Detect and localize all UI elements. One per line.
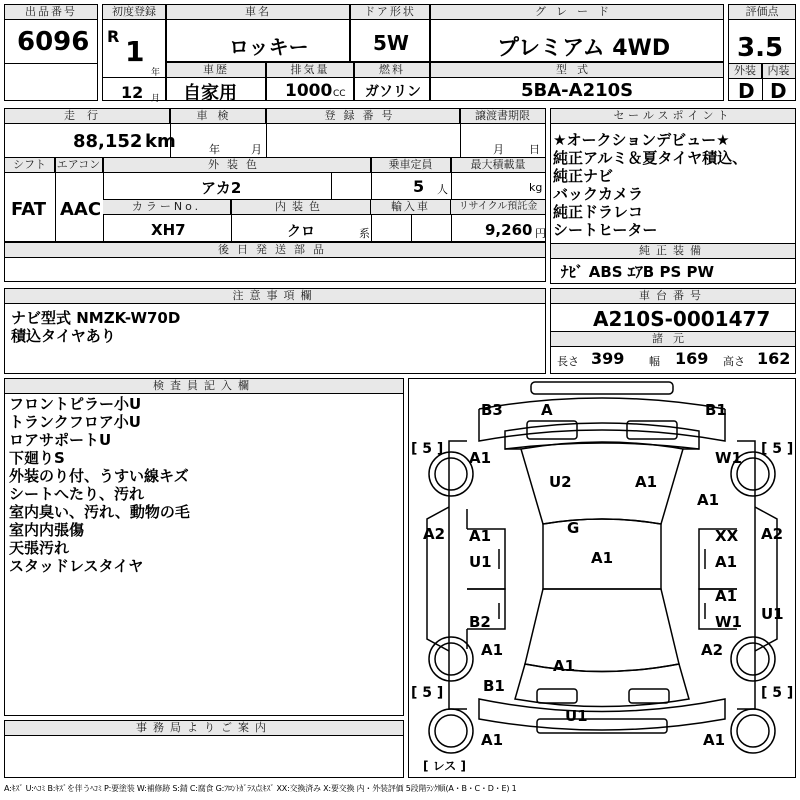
mark-a1-left-door: A1 bbox=[469, 527, 492, 545]
sales-line: 純正ドラレコ bbox=[553, 203, 644, 221]
model-box bbox=[430, 62, 724, 101]
mark-u1-left-door: U1 bbox=[469, 553, 492, 571]
door-type: 5W bbox=[373, 31, 409, 55]
chassis-number: A210S-0001477 bbox=[593, 307, 771, 331]
equip-value: ﾅﾋﾞ ABS ｴｱB PS PW bbox=[561, 263, 715, 281]
mark-b1-bottom: B1 bbox=[483, 677, 505, 695]
notes-label: 注意事項欄 bbox=[5, 289, 545, 304]
mark-w1-right-front: W1 bbox=[715, 449, 742, 467]
tire-rear-right: [ 5 ] bbox=[761, 685, 794, 701]
length-label: 長さ bbox=[557, 355, 579, 368]
mark-b2: B2 bbox=[469, 613, 491, 631]
mark-w1-right-rear: W1 bbox=[715, 613, 742, 631]
inspector-line: 下廻りS bbox=[9, 449, 65, 467]
mark-a1-left-front: A1 bbox=[469, 449, 492, 467]
damage-diagram bbox=[408, 378, 796, 778]
score-label: 評価点 bbox=[729, 5, 795, 20]
recycle-fee: 9,260 bbox=[485, 221, 533, 239]
reg-year: 1 bbox=[125, 35, 145, 68]
tire-front-right: [ 5 ] bbox=[761, 441, 794, 457]
mark-g: G bbox=[567, 519, 580, 537]
mark-a1-right-door: A1 bbox=[715, 553, 738, 571]
int-grade: D bbox=[770, 79, 787, 103]
inspector-label: 検査員記入欄 bbox=[5, 379, 403, 394]
damage-legend: A:ｷｽﾞ U:ﾍｺﾐ B:ｷｽﾞを伴うﾍｺﾐ P:要塗装 W:補修跡 S:錆 C:腐食 G:ﾌﾛﾝﾄｶﾞﾗｽ点ｷｽﾞ XX:交換済み X:要交換 内・外装評価 5段階ﾗﾝｸ順(A・B・C・D・E) 1 bbox=[4, 784, 517, 793]
mark-a2-right: A2 bbox=[761, 525, 784, 543]
colorno-label: カラーNo. bbox=[103, 200, 231, 215]
reg-month: 12 bbox=[121, 83, 144, 102]
transfer-day-unit: 日 bbox=[529, 143, 540, 156]
mark-xx: XX bbox=[715, 527, 739, 545]
lot-number: 6096 bbox=[17, 27, 90, 57]
mark-a2-left: A2 bbox=[423, 525, 446, 543]
score: 3.5 bbox=[737, 33, 784, 63]
inspector-line: シートへたり、汚れ bbox=[9, 485, 145, 503]
chassis-label: 車台番号 bbox=[551, 289, 795, 304]
mark-a1-left-rear: A1 bbox=[481, 641, 504, 659]
color: アカ2 bbox=[201, 179, 242, 197]
grade: プレミアム 4WD bbox=[497, 36, 671, 61]
chassis-box bbox=[550, 288, 796, 374]
mileage-label: 走行 bbox=[5, 109, 170, 124]
capacity: 5 bbox=[413, 177, 425, 196]
mark-a-top: A bbox=[541, 401, 553, 419]
km-unit: km bbox=[145, 131, 176, 152]
sales-line: 純正ナビ bbox=[553, 167, 614, 185]
sales-line: ★オークションデビュー★ bbox=[553, 131, 730, 149]
mark-a2-right-rear: A2 bbox=[701, 641, 724, 659]
history: 自家用 bbox=[183, 83, 237, 104]
car-name-box bbox=[166, 4, 350, 62]
mark-b3: B3 bbox=[481, 401, 503, 419]
office-label: 事務局よりご案内 bbox=[5, 721, 403, 736]
history-box bbox=[166, 62, 266, 104]
ac-label: エアコン bbox=[55, 158, 103, 173]
tire-rear-left: [ 5 ] bbox=[411, 685, 444, 701]
dims-label: 諸元 bbox=[551, 332, 795, 347]
interior-color: クロ bbox=[287, 224, 315, 240]
history-label: 車歴 bbox=[167, 63, 265, 78]
transfer-month-unit: 月 bbox=[493, 143, 504, 156]
inspector-line: フロントピラー小U bbox=[9, 395, 142, 413]
yen-unit: 円 bbox=[535, 227, 546, 240]
inspection-month-unit: 月 bbox=[251, 143, 262, 156]
score-box bbox=[728, 4, 796, 101]
mark-u1-bottom: U1 bbox=[565, 707, 588, 725]
tire-front-left: [ 5 ] bbox=[411, 441, 444, 457]
spare-tire: [ レス ] bbox=[423, 759, 466, 773]
fuel-box bbox=[354, 62, 430, 101]
later-parts-box bbox=[4, 242, 546, 282]
width-label: 幅 bbox=[649, 355, 660, 368]
int-label: 内装 bbox=[762, 64, 795, 79]
ac: AAC bbox=[60, 199, 102, 220]
month-unit: 月 bbox=[151, 94, 161, 104]
first-reg-label: 初度登録 bbox=[103, 5, 165, 20]
car-outline bbox=[409, 379, 795, 777]
notes-lines bbox=[11, 309, 180, 345]
inspector-lines bbox=[9, 395, 190, 575]
model: 5BA-A210S bbox=[521, 80, 634, 101]
load-unit: kg bbox=[529, 181, 543, 194]
mileage: 88,152 bbox=[73, 131, 143, 152]
ext-label: 外装 bbox=[729, 64, 762, 79]
import-label: 輸入車 bbox=[371, 200, 451, 215]
mark-a1-roof-front: A1 bbox=[635, 473, 658, 491]
fuel: ガソリン bbox=[365, 84, 421, 100]
later-parts-label: 後日発送部品 bbox=[5, 243, 545, 258]
sales-line: 純正アルミ＆夏タイヤ積込、 bbox=[553, 149, 748, 167]
sales-box bbox=[550, 108, 796, 284]
transfer-label: 譲渡書期限 bbox=[460, 109, 545, 124]
notes-line: ナビ型式 NMZK-W70D bbox=[11, 309, 181, 327]
lot-label: 出品番号 bbox=[5, 5, 97, 20]
shift-label: シフト bbox=[5, 158, 55, 173]
fuel-label: 燃料 bbox=[355, 63, 429, 78]
width: 169 bbox=[675, 349, 709, 368]
color-number: XH7 bbox=[151, 221, 186, 239]
ext-grade: D bbox=[738, 79, 755, 103]
inspector-box bbox=[4, 378, 404, 716]
mark-a1-bottom-left: A1 bbox=[481, 731, 504, 749]
inspection-label: 車検 bbox=[170, 109, 266, 124]
mark-a1-bottom-right: A1 bbox=[703, 731, 726, 749]
inspector-line: 室内内張傷 bbox=[9, 521, 85, 539]
notes-line: 積込タイヤあり bbox=[11, 327, 116, 345]
sales-line: シートヒーター bbox=[553, 221, 658, 239]
door-box bbox=[350, 4, 430, 62]
inspector-line: ロアサポートU bbox=[9, 431, 112, 449]
height: 162 bbox=[757, 349, 791, 368]
mark-a1-right-rear: A1 bbox=[715, 587, 738, 605]
mark-u2: U2 bbox=[549, 473, 572, 491]
capacity-label: 乗車定員 bbox=[371, 158, 451, 173]
car-name-label: 車名 bbox=[167, 5, 349, 20]
door-label: ドア形状 bbox=[351, 5, 429, 20]
inspector-line: トランクフロア小U bbox=[9, 413, 141, 431]
displacement-label: 排気量 bbox=[267, 63, 353, 78]
inspection-year-unit: 年 bbox=[209, 143, 220, 156]
displacement: 1000 bbox=[285, 81, 333, 101]
notes-box bbox=[4, 288, 546, 374]
load-label: 最大積載量 bbox=[451, 158, 545, 173]
inspector-line: 外装のり付、うすい線キズ bbox=[9, 467, 189, 485]
sales-line: バックカメラ bbox=[553, 185, 644, 203]
interior-label: 内装色 bbox=[231, 200, 371, 215]
length: 399 bbox=[591, 349, 625, 368]
mark-b1-top: B1 bbox=[705, 401, 727, 419]
era: R bbox=[107, 27, 120, 46]
grade-box bbox=[430, 4, 724, 62]
capacity-unit: 人 bbox=[437, 183, 448, 196]
sales-lines bbox=[553, 131, 747, 239]
sales-label: セールスポイント bbox=[551, 109, 795, 124]
mark-a1-trunk: A1 bbox=[553, 657, 576, 675]
year-unit: 年 bbox=[151, 68, 161, 78]
recycle-label: リサイクル預託金 bbox=[451, 200, 545, 215]
cc-unit: CC bbox=[333, 89, 346, 99]
reg-number-label: 登録番号 bbox=[266, 109, 460, 124]
inspector-line: 室内臭い、汚れ、動物の毛 bbox=[9, 503, 190, 521]
equip-label: 純正装備 bbox=[551, 244, 795, 259]
displacement-box bbox=[266, 62, 354, 101]
mark-a1-right-front: A1 bbox=[697, 491, 720, 509]
mark-u1-right: U1 bbox=[761, 605, 784, 623]
car-name: ロッキー bbox=[229, 35, 309, 59]
mark-a1-roof: A1 bbox=[591, 549, 614, 567]
inspector-line: スタッドレスタイヤ bbox=[9, 557, 144, 575]
inspector-line: 天張汚れ bbox=[9, 539, 70, 557]
lot-box bbox=[4, 4, 98, 101]
spec-box bbox=[4, 108, 546, 242]
model-label: 型式 bbox=[431, 63, 723, 78]
interior-unit: 系 bbox=[359, 227, 370, 240]
height-label: 高さ bbox=[723, 355, 745, 368]
grade-label: グレード bbox=[431, 5, 723, 20]
shift: FAT bbox=[11, 199, 47, 220]
office-box bbox=[4, 720, 404, 778]
color-label: 外装色 bbox=[103, 158, 371, 173]
first-reg-box bbox=[102, 4, 166, 104]
